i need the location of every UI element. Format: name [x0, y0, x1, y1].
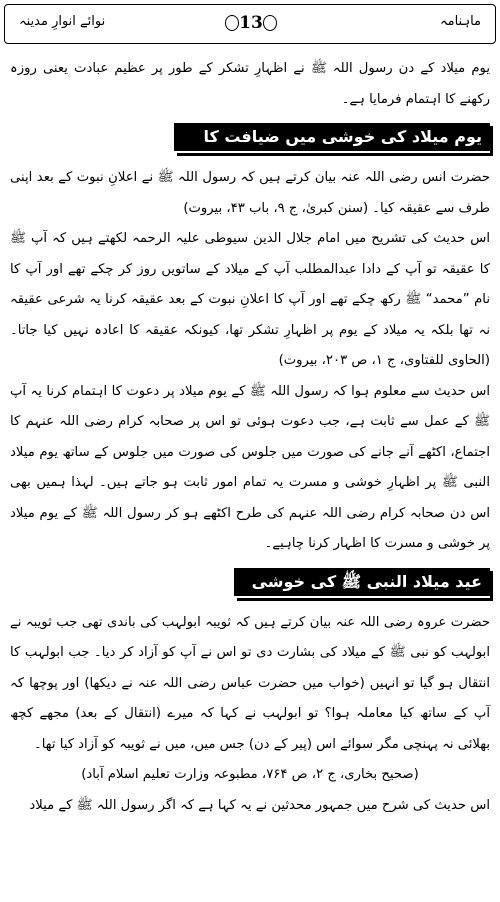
intro-paragraph: یوم میلاد کے دن رسول اللہ ﷺ نے اظہارِ تشکر کے طور پر عظیم عبادت یعنی روزہ رکھنے کا اہتمام فرمایا ہے۔: [10, 61, 490, 107]
article-body: [10, 54, 490, 821]
paragraph-suyuti: اس حدیث کی تشریح میں امام جلال الدین سیوطی علیہ الرحمہ لکھتے ہیں کہ آپ ﷺ کا عقیقہ تو آپ کے دادا عبدالمطلب آپ کے میلاد کے ساتویں روز کر چکے تھے اور آپ کا نام ”محمد“ ﷺ رکھ چکے تھے اور آپ کا اعلانِ نبوت کے بعد عقیقہ کرنا یہ شرعی عقیقہ نہ تھا بلکہ یہ میلاد کے یوم پر اظہارِ تشکر تھا، کیونکہ عقیقہ کا اعادہ نہیں کیا جاتا۔ (الحاوی للفتاوی، ج ۱، ص ۲۰۳، بیروت): [10, 231, 490, 368]
page-header: [4, 4, 496, 44]
magazine-label: ماہنامہ: [439, 14, 481, 29]
section-heading-feast: یوم میلاد کی خوشی میں ضیافت کا اہتمام کرنا: [174, 123, 490, 153]
magazine-page: [4, 4, 496, 898]
section-heading-reward: عید میلاد النبی ﷺ کی خوشی پر ثواب: [234, 568, 490, 598]
paragraph-commentary: اس حدیث کی شرح میں جمہور محدثین نے یہ کہا ہے کہ اگر رسول اللہ ﷺ کے میلاد: [29, 797, 490, 813]
magazine-name: نوائے انوارِ مدینہ: [19, 14, 106, 29]
page-number: 13: [225, 9, 277, 37]
paragraph-conclusion: اس حدیث سے معلوم ہوا کہ رسول اللہ ﷺ کے یوم میلاد پر دعوت کا اہتمام کرنا یہ آپ ﷺ کے عمل سے ثابت ہے، جب دعوت ہوئی تو اس پر صحابہ کرام رضی اللہ عنہم کا اجتماع، اکٹھے آنے جانے کی صورت میں جلوس کی صورت میں جلوس کے ساتھ یوم میلاد النبی ﷺ پر اظہارِ خوشی و مسرت یہ تمام امور ثابت ہو جاتے ہیں۔ لہذا ہمیں بھی اس دن صحابہ کرام رضی اللہ عنہم کی طرح اکٹھے ہو کر رسول اللہ ﷺ کے یوم میلاد پر خوشی و مسرت کا اظہار کرنا چاہیے۔: [10, 383, 490, 551]
bukhari-reference: (صحیح بخاری، ج ۲، ص ۷۶۴، مطبوعہ وزارت تعلیم اسلام آباد): [81, 767, 419, 782]
paragraph-urwah: حضرت عروہ رضی اللہ عنہ بیان کرتے ہیں کہ ثویبہ ابولہب کی باندی تھی جب ثویبہ نے ابولہب کو نبی ﷺ کے میلاد کی بشارت دی تو اس نے آپ کو آزاد کر دیا۔ جب ابولہب کا انتقال ہو گیا تو انہیں (خواب میں حضرت عباس رضی اللہ عنہ نے دیکھا) اور پوچھا کہ آپ کے ساتھ کیا معاملہ ہوا؟ تو ابولہب نے کہا کہ میرے (انتقال کے بعد) مجھے کچھ بھلائی نہ پہنچی مگر سوائے اس (پیر کے دن) جس میں، میں نے ثویبہ کو آزاد کیا تھا۔: [10, 614, 490, 752]
paragraph-anas: حضرت انس رضی اللہ عنہ بیان کرتے ہیں کہ رسول اللہ ﷺ نے اعلانِ نبوت کے بعد اپنی طرف سے عقیقہ کیا۔ (سنن کبریٰ، ج ۹، باب ۴۳، بیروت): [10, 170, 490, 216]
